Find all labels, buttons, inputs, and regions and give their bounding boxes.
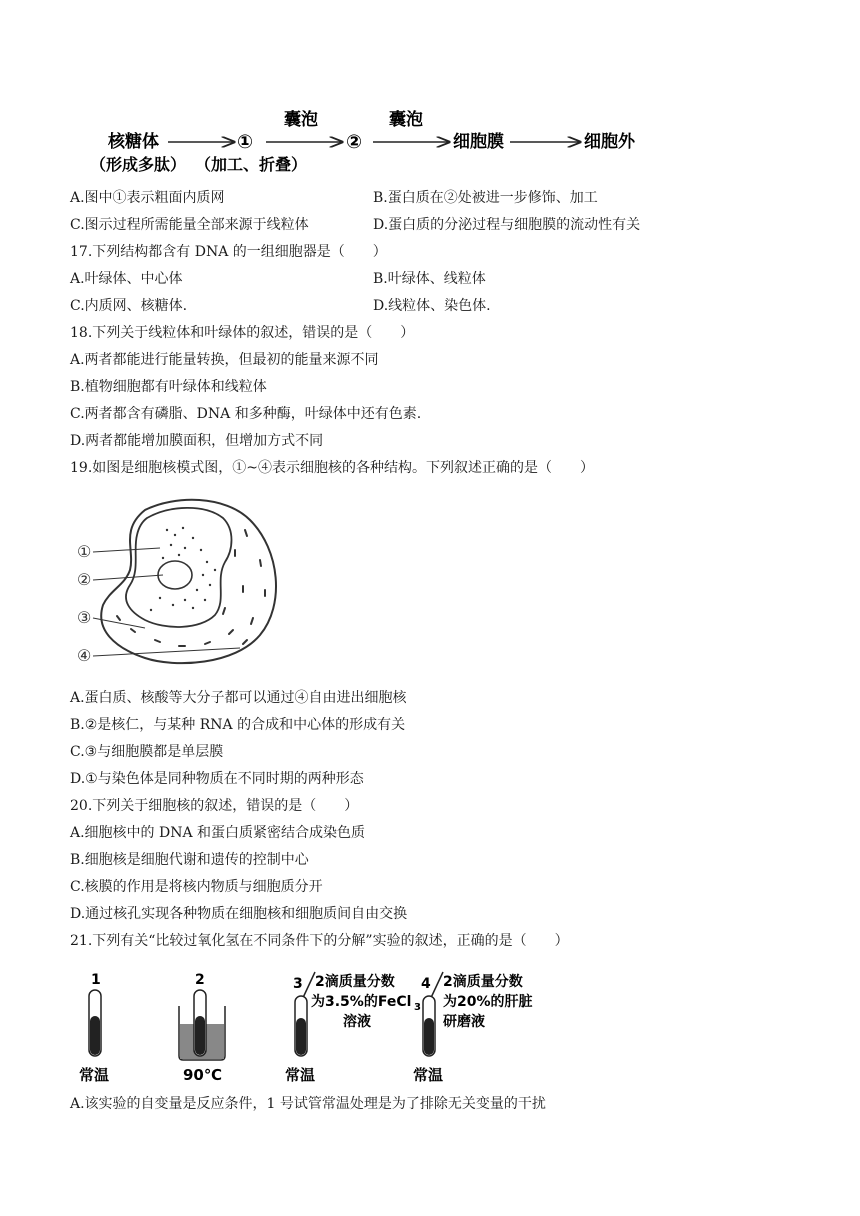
tube-1-condition: 常温 [79, 1066, 110, 1084]
tube-3-note-subscript: 3 [414, 1002, 421, 1013]
q21-stem: 21.下列有关“比较过氧化氢在不同条件下的分解”实验的叙述，正确的是（ ） [70, 933, 569, 949]
q20-option-c: C.核膜的作用是将核内物质与细胞质分开 [70, 879, 323, 895]
tube-4-note-line3: 研磨液 [443, 1014, 485, 1030]
tube-3-note-line1: 2滴质量分数 [315, 974, 395, 990]
q19-option-d: D.①与染色体是同种物质在不同时期的两种形态 [70, 771, 364, 787]
flow-arrow-3-label: 囊泡 [389, 110, 423, 130]
tube-4-note-line2: 为20%的肝脏 [443, 994, 533, 1010]
q19-option-b: B.②是核仁，与某种 RNA 的合成和中心体的形成有关 [70, 717, 406, 733]
nucleus-diagram [75, 490, 290, 670]
q19-stem: 19.如图是细胞核模式图，①~④表示细胞核的各种结构。下列叙述正确的是（ ） [70, 460, 594, 476]
q18-option-d: D.两者都能增加膜面积，但增加方式不同 [70, 433, 324, 449]
flow-node-ribosome: 核糖体 [108, 132, 159, 152]
q16-option-a: A.图中①表示粗面内质网 [70, 190, 225, 206]
tube-4-number: 4 [421, 976, 431, 992]
nucleus-label-2: ② [77, 570, 92, 589]
test-tube-diagram [75, 968, 555, 1088]
tube-3-condition: 常温 [285, 1066, 316, 1084]
tube-1 [89, 990, 101, 1056]
tube-4-note-line1: 2滴质量分数 [443, 974, 523, 990]
q18-option-a: A.两者都能进行能量转换，但最初的能量来源不同 [70, 352, 379, 368]
envelope-surface-marks [117, 530, 265, 646]
flow-node-ribosome-note: （形成多肽） [90, 155, 187, 174]
q19-option-c: C.③与细胞膜都是单层膜 [70, 744, 224, 760]
flow-arrow-2-label: 囊泡 [284, 110, 318, 130]
tube-3-note-line2: 为3.5%的FeCl [311, 994, 412, 1010]
tube-3-number: 3 [293, 976, 303, 992]
q18-stem: 18.下列关于线粒体和叶绿体的叙述，错误的是（ ） [70, 325, 415, 341]
flow-node-1-note: （加工、折叠） [195, 155, 308, 174]
q17-option-c: C.内质网、核糖体. [70, 298, 188, 314]
nucleus-label-3: ③ [77, 608, 92, 627]
tube-2-number: 2 [195, 972, 205, 988]
q17-stem: 17.下列结构都含有 DNA 的一组细胞器是（ ） [70, 244, 387, 260]
q21-option-a: A.该实验的自变量是反应条件，1 号试管常温处理是为了排除无关变量的干扰 [70, 1096, 546, 1112]
q19-option-a: A.蛋白质、核酸等大分子都可以通过④自由进出细胞核 [70, 690, 407, 706]
flow-node-1: ① [237, 131, 254, 153]
tube-1-number: 1 [91, 972, 101, 988]
q16-option-b: B.蛋白质在②处被进一步修饰、加工 [373, 190, 598, 206]
nucleus-label-4: ④ [77, 646, 92, 665]
q18-option-b: B.植物细胞都有叶绿体和线粒体 [70, 379, 267, 395]
q20-option-d: D.通过核孔实现各种物质在细胞核和细胞质间自由交换 [70, 906, 408, 922]
tube-2-water-bath [179, 990, 225, 1060]
q20-stem: 20.下列关于细胞核的叙述，错误的是（ ） [70, 798, 359, 814]
q17-option-b: B.叶绿体、线粒体 [373, 271, 486, 287]
q16-option-c: C.图示过程所需能量全部来源于线粒体 [70, 217, 309, 233]
flow-node-2: ② [346, 131, 363, 153]
q18-option-c: C.两者都含有磷脂、DNA 和多种酶，叶绿体中还有色素. [70, 406, 422, 422]
q17-option-d: D.线粒体、染色体. [373, 298, 491, 314]
q17-option-a: A.叶绿体、中心体 [70, 271, 183, 287]
tube-3-note-line3: 溶液 [343, 1014, 371, 1030]
tube-2-condition: 90℃ [183, 1066, 223, 1084]
q16-option-d: D.蛋白质的分泌过程与细胞膜的流动性有关 [373, 217, 641, 233]
q20-option-a: A.细胞核中的 DNA 和蛋白质紧密结合成染色质 [70, 825, 366, 841]
nucleolus [158, 561, 192, 589]
tube-4-condition: 常温 [413, 1066, 444, 1084]
q20-option-b: B.细胞核是细胞代谢和遗传的控制中心 [70, 852, 309, 868]
secretion-flow-diagram [90, 100, 670, 180]
nucleus-label-1: ① [77, 542, 92, 561]
flow-node-membrane: 细胞膜 [453, 132, 504, 152]
flow-node-outside: 细胞外 [584, 132, 635, 152]
